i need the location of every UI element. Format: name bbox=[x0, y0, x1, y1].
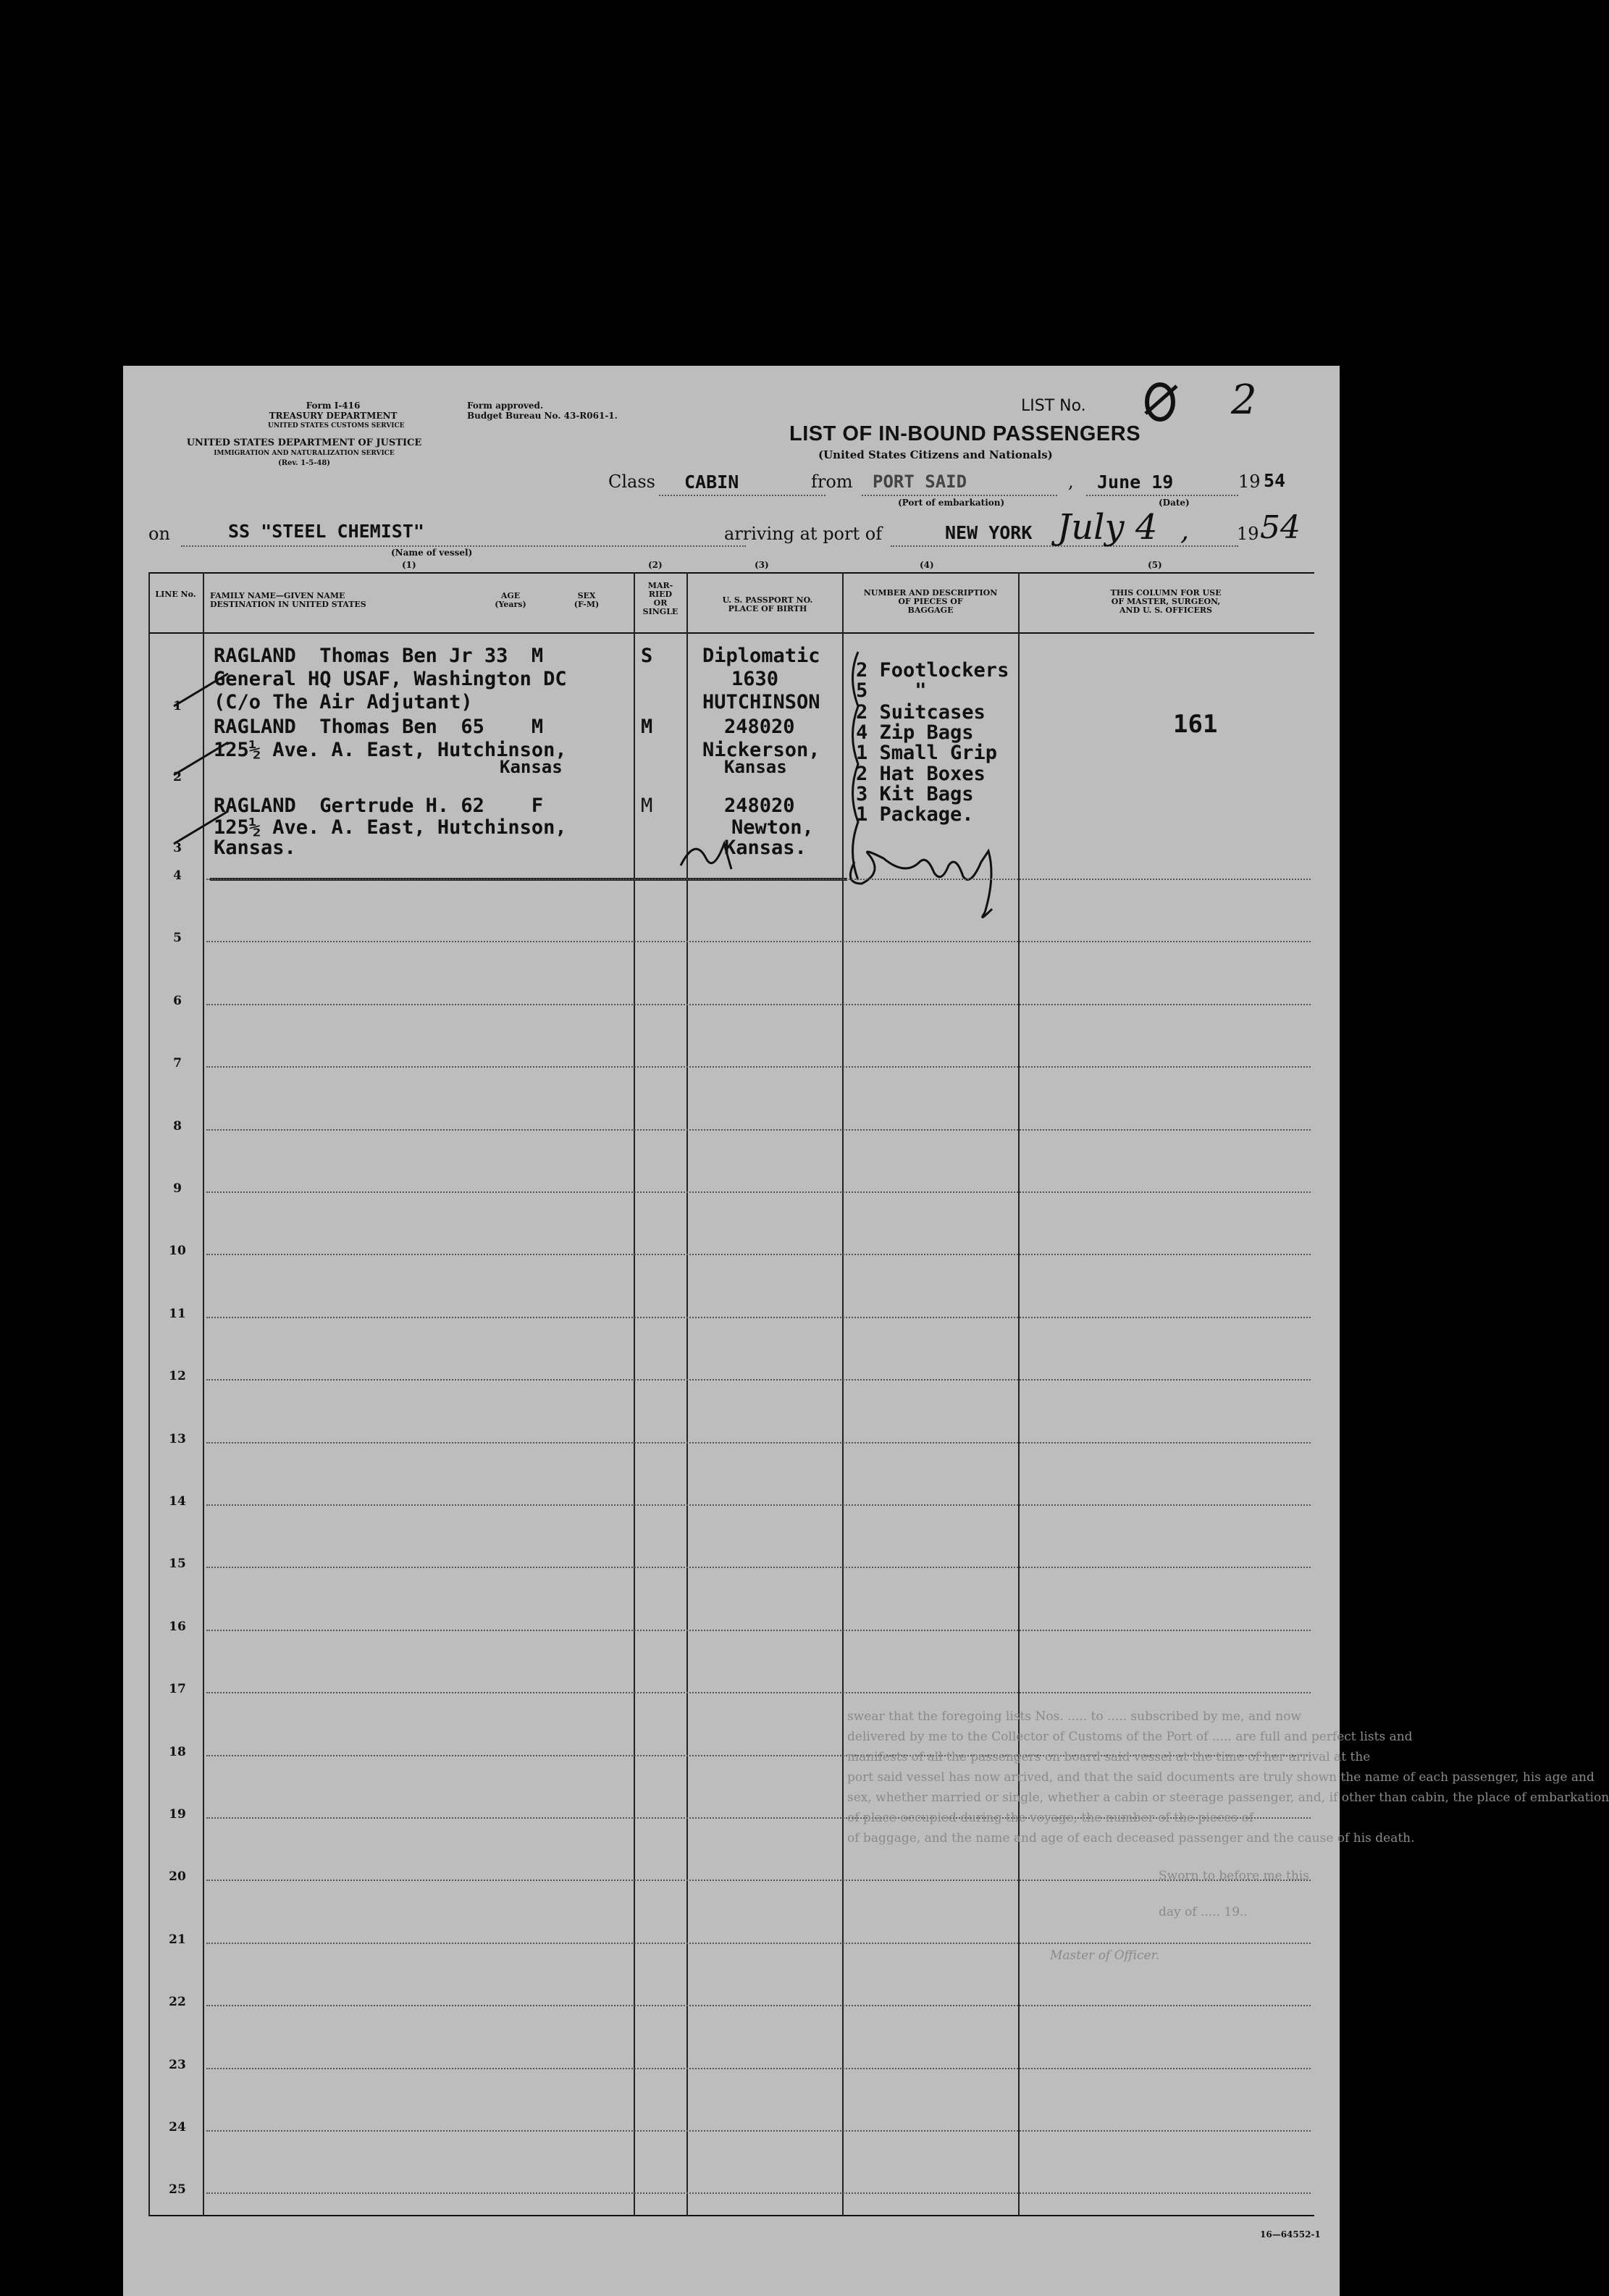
row-number: 19 bbox=[169, 1807, 186, 1822]
row-rule bbox=[206, 1254, 1311, 1255]
passenger-3-destination: 125½ Ave. A. East, Hutchinson, bbox=[214, 816, 567, 839]
baggage-column-border bbox=[1018, 572, 1020, 2216]
on-label: on bbox=[148, 524, 170, 544]
vessel-underline bbox=[181, 545, 746, 547]
from-label: from bbox=[811, 472, 853, 492]
vessel-value: SS "STEEL CHEMIST" bbox=[228, 521, 424, 542]
form-approved: Form approved. Budget Bureau No. 43-R061-1. bbox=[467, 401, 618, 421]
column-number-1: (1) bbox=[402, 560, 416, 570]
row-number: 6 bbox=[173, 993, 182, 1008]
arriving-label: arriving at port of bbox=[724, 524, 883, 544]
row-number: 20 bbox=[169, 1869, 186, 1885]
class-value: CABIN bbox=[684, 472, 739, 493]
affidavit-line: sex, whether married or single, whether a cabin or steerage passenger, and, if other than cabin, the place of embarkation bbox=[847, 1790, 1609, 1805]
row-number: 3 bbox=[173, 841, 182, 855]
passenger-3-name: RAGLAND Gertrude H. 62 F bbox=[214, 795, 544, 817]
punch-hole bbox=[81, 2032, 117, 2068]
affidavit-line: Master of Officer. bbox=[1050, 1948, 1160, 1963]
date-value: June 19 bbox=[1097, 472, 1174, 493]
passenger-1-destination-note: (C/o The Air Adjutant) bbox=[214, 691, 473, 713]
department-block: UNITED STATES DEPARTMENT OF JUSTICE IMMIGRATION AND NATURALIZATION SERVICE (Rev. 1-5-48) bbox=[186, 437, 422, 467]
class-label: Class bbox=[608, 472, 655, 492]
affidavit-line: delivered by me to the Collector of Customs of the Port of ..... are full and perfect lists and bbox=[847, 1730, 1413, 1744]
punch-hole bbox=[83, 1289, 119, 1325]
passenger-2-destination: 125½ Ave. A. East, Hutchinson, bbox=[214, 739, 567, 761]
year-value: 54 bbox=[1264, 470, 1286, 491]
page-subtitle: (United States Citizens and Nationals) bbox=[818, 448, 1053, 461]
row-rule bbox=[206, 1191, 1311, 1193]
form-number: Form I-416 TREASURY DEPARTMENT UNITED STATES CUSTOMS SERVICE bbox=[268, 401, 405, 430]
arrival-date-handwritten: July 4 bbox=[1057, 507, 1158, 548]
table-bottom-border bbox=[148, 2215, 1314, 2216]
row-number: 21 bbox=[169, 1932, 186, 1947]
from-value: PORT SAID bbox=[873, 472, 967, 492]
header-baggage: NUMBER AND DESCRIPTION OF PIECES OF BAGGAGE bbox=[863, 588, 998, 615]
affidavit-line: day of ..... 19.. bbox=[1159, 1905, 1248, 1919]
row-rule bbox=[206, 1317, 1311, 1318]
header-name: FAMILY NAME—GIVEN NAME DESTINATION IN UNITED STATES bbox=[210, 591, 366, 609]
affidavit-line: of baggage, and the name and age of each deceased passenger and the cause of his death. bbox=[847, 1831, 1415, 1845]
passenger-1-birthplace: HUTCHINSON bbox=[702, 691, 820, 713]
row-number: 12 bbox=[169, 1369, 186, 1384]
affidavit-line: of place occupied during the voyage, the number of the pieces of bbox=[847, 1811, 1253, 1825]
row-rule bbox=[206, 1630, 1311, 1631]
row-number: 15 bbox=[169, 1556, 186, 1572]
row-rule bbox=[206, 941, 1311, 942]
row-rule bbox=[206, 1442, 1311, 1444]
passenger-1-destination: General HQ USAF, Washington DC bbox=[214, 668, 567, 690]
manifest-page bbox=[123, 366, 1609, 2296]
row-number: 7 bbox=[173, 1056, 182, 1071]
passenger-3-birthplace: Newton, bbox=[731, 816, 814, 839]
baggage-item: 5 " bbox=[856, 679, 927, 702]
row-rule bbox=[206, 2068, 1311, 2069]
passenger-1-name: RAGLAND Thomas Ben Jr 33 M bbox=[214, 645, 544, 667]
header-sex: SEX (F-M) bbox=[574, 591, 600, 609]
baggage-item: 4 Zip Bags bbox=[856, 721, 974, 744]
date-underline bbox=[1086, 495, 1238, 496]
passenger-3-birth-state: Kansas. bbox=[724, 837, 807, 859]
row-rule bbox=[206, 879, 1311, 880]
passenger-1-married: S bbox=[641, 645, 653, 667]
row-rule bbox=[206, 1379, 1311, 1380]
column-number-4: (4) bbox=[920, 560, 934, 570]
date-caption: (Date) bbox=[1159, 498, 1190, 508]
row-number: 23 bbox=[169, 2057, 186, 2072]
punch-hole bbox=[83, 866, 119, 902]
arrival-date-mark: , bbox=[1180, 514, 1190, 546]
punch-hole bbox=[81, 518, 117, 554]
passenger-3-passport: 248020 bbox=[724, 795, 795, 817]
header-passport: U. S. PASSPORT NO. PLACE OF BIRTH bbox=[722, 595, 813, 613]
row-number: 14 bbox=[169, 1494, 186, 1509]
baggage-item: 1 Package. bbox=[856, 803, 974, 826]
list-no-label: LIST No. bbox=[1021, 397, 1086, 415]
row-rule bbox=[206, 1567, 1311, 1568]
name-column-border bbox=[634, 572, 635, 2216]
column-number-3: (3) bbox=[755, 560, 769, 570]
punch-hole bbox=[83, 978, 119, 1014]
row-rule bbox=[206, 2192, 1311, 2194]
baggage-item: 1 Small Grip bbox=[856, 742, 998, 764]
row-number: 22 bbox=[169, 1995, 186, 2010]
passenger-3-state: Kansas. bbox=[214, 837, 296, 859]
page-title: LIST OF IN-BOUND PASSENGERS bbox=[789, 422, 1141, 445]
row-rule bbox=[206, 2130, 1311, 2132]
header-line-no: LINE No. bbox=[155, 590, 196, 599]
arrival-year-value: 54 bbox=[1260, 509, 1301, 546]
row-number: 11 bbox=[169, 1306, 186, 1321]
punch-hole bbox=[83, 1738, 119, 1775]
row-number: 2 bbox=[173, 770, 182, 784]
passenger-2-state: Kansas bbox=[500, 757, 563, 777]
year-prefix: 19 bbox=[1238, 472, 1261, 492]
row-rule bbox=[206, 1129, 1311, 1131]
punch-hole bbox=[81, 1622, 117, 1659]
passenger-2-name: RAGLAND Thomas Ben 65 M bbox=[214, 716, 544, 738]
row-number: 13 bbox=[169, 1431, 186, 1446]
row-number: 16 bbox=[169, 1619, 186, 1634]
row-rule bbox=[206, 1504, 1311, 1506]
list-no-value: 2 bbox=[1231, 377, 1257, 424]
class-underline bbox=[659, 495, 825, 496]
header-age: AGE (Years) bbox=[495, 591, 526, 609]
row-rule bbox=[206, 1880, 1311, 1881]
passenger-2-married: M bbox=[641, 716, 653, 738]
table-header-border bbox=[148, 632, 1314, 634]
punch-hole bbox=[80, 2064, 116, 2100]
header-officers: THIS COLUMN FOR USE OF MASTER, SURGEON, AND U. S. OFFICERS bbox=[1110, 588, 1222, 615]
footer-code: 16—64552-1 bbox=[1260, 2229, 1321, 2240]
officer-note: 161 bbox=[1173, 710, 1218, 739]
from-underline bbox=[862, 495, 1057, 496]
baggage-item: 2 Hat Boxes bbox=[856, 763, 986, 785]
table-left-border bbox=[148, 572, 150, 2216]
baggage-item: 2 Suitcases bbox=[856, 701, 986, 724]
header-married: MAR- RIED OR SINGLE bbox=[642, 581, 679, 616]
arrival-year-prefix: 19 bbox=[1237, 524, 1259, 544]
row-number: 4 bbox=[173, 868, 182, 883]
table-top-border bbox=[148, 572, 1314, 574]
passenger-2-passport: 248020 bbox=[724, 716, 795, 738]
row-number: 5 bbox=[173, 931, 182, 946]
row-number: 25 bbox=[169, 2182, 186, 2197]
baggage-item: 3 Kit Bags bbox=[856, 783, 974, 805]
row-rule bbox=[206, 1066, 1311, 1068]
row-rule bbox=[206, 2005, 1311, 2006]
row-number: 9 bbox=[173, 1181, 182, 1196]
row-number: 24 bbox=[169, 2120, 186, 2134]
passenger-3-married: M bbox=[641, 795, 653, 817]
punch-hole bbox=[78, 2180, 114, 2216]
row-number: 8 bbox=[173, 1118, 182, 1134]
port-caption: (Port of embarkation) bbox=[898, 498, 1005, 508]
affidavit-line: swear that the foregoing lists Nos. ..... to ..... subscribed by me, and now bbox=[847, 1709, 1301, 1724]
vessel-caption: (Name of vessel) bbox=[391, 548, 473, 558]
comma: , bbox=[1068, 472, 1074, 492]
baggage-item: 2 Footlockers bbox=[856, 659, 1009, 682]
row-number: 10 bbox=[169, 1244, 186, 1259]
passenger-1-passport-no: 1630 bbox=[731, 668, 779, 690]
row-rule bbox=[206, 1004, 1311, 1005]
inspector-initials-signature bbox=[673, 829, 739, 883]
married-column-border bbox=[686, 572, 688, 2216]
arriving-value: NEW YORK bbox=[945, 522, 1033, 543]
affidavit-line: Sworn to before me this bbox=[1159, 1869, 1309, 1883]
row-number: 17 bbox=[169, 1682, 186, 1697]
row-number: 1 bbox=[173, 699, 182, 713]
row-rule bbox=[206, 1692, 1311, 1693]
column-number-2: (2) bbox=[648, 560, 663, 570]
column-number-5: (5) bbox=[1148, 560, 1162, 570]
passenger-2-birth-state: Kansas bbox=[724, 757, 787, 777]
list-no-scribble bbox=[1137, 379, 1188, 425]
punch-hole bbox=[83, 409, 119, 445]
row-rule bbox=[206, 1943, 1311, 1944]
passenger-2-birthplace: Nickerson, bbox=[702, 739, 820, 761]
passenger-1-passport: Diplomatic bbox=[702, 645, 820, 667]
affidavit-line: port said vessel has now arrived, and that the said documents are truly shown the name of each passenger, his age and bbox=[847, 1770, 1595, 1785]
affidavit-line: manifests of all the passengers on board said vessel at the time of her arrival at the bbox=[847, 1750, 1371, 1764]
officer-signature bbox=[840, 833, 1028, 930]
row-number: 18 bbox=[169, 1744, 186, 1759]
